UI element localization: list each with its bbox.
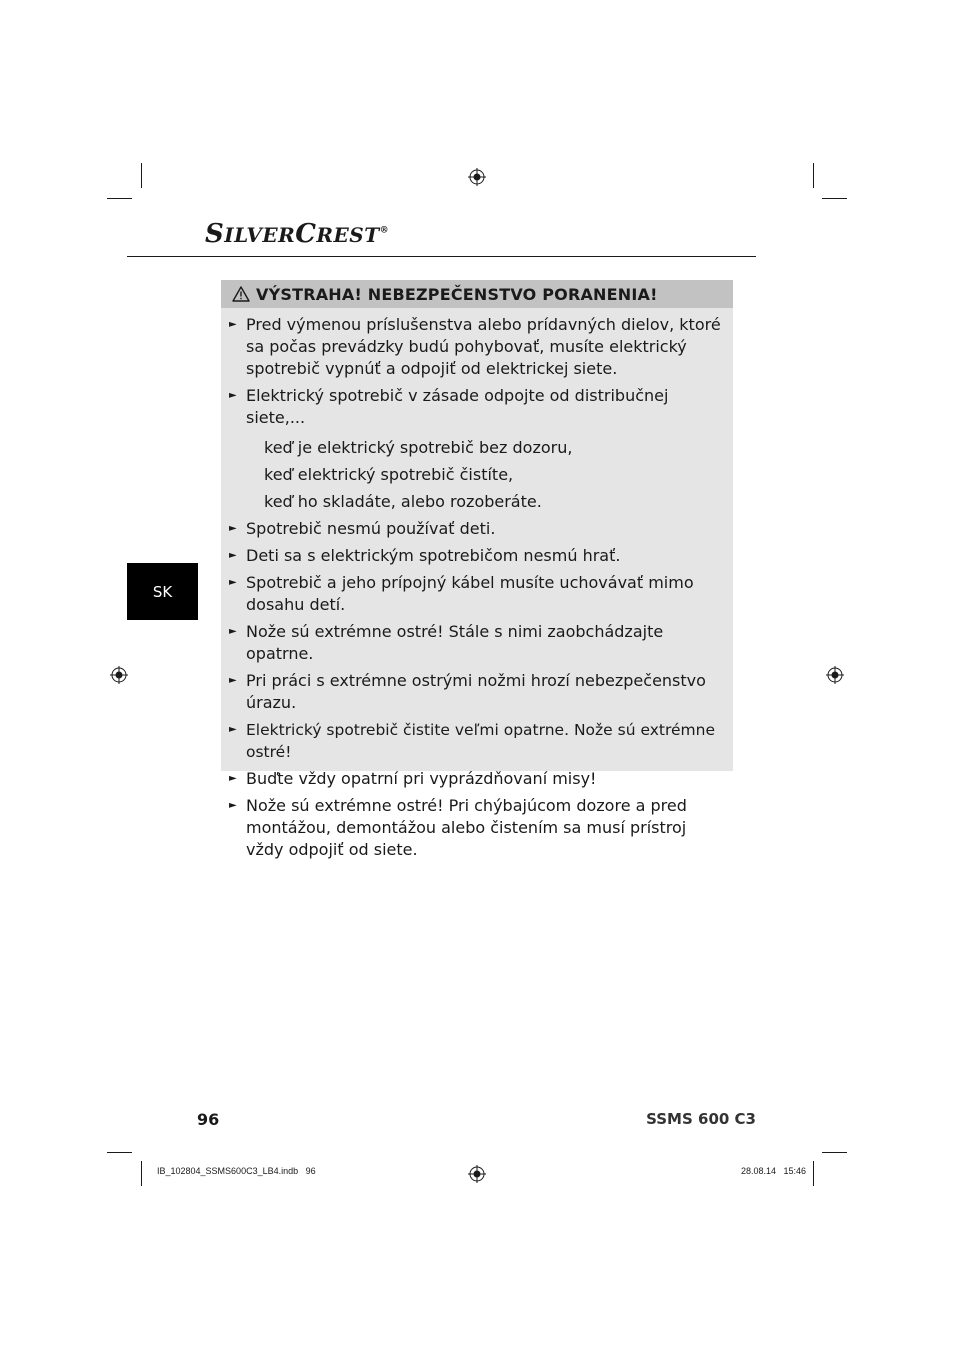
brand-logo: SILVERCREST® [205, 219, 390, 249]
crop-mark [822, 198, 847, 199]
list-item: ► Elektrický spotrebič v zásade odpojte od distribučnej siete,... [229, 386, 669, 427]
bullet-arrow-icon: ► [229, 577, 237, 588]
warning-box [221, 280, 733, 859]
bullet-arrow-icon: ► [229, 724, 237, 735]
bullet-arrow-icon: ► [229, 800, 237, 811]
list-item: ► Buďte vždy opatrní pri vyprázdňovaní misy! [229, 769, 597, 788]
registration-mark-icon [826, 666, 844, 684]
list-item: ► Spotrebič a jeho prípojný kábel musíte uchovávať mimo dosahu detí. [229, 573, 694, 614]
sub-item: keď je elektrický spotrebič bez dozoru, [264, 438, 573, 457]
registration-mark-icon [468, 168, 486, 186]
bullet-arrow-icon: ► [229, 550, 237, 561]
crop-mark [107, 1152, 132, 1153]
sub-item: keď ho skladáte, alebo rozoberáte. [264, 492, 542, 511]
bullet-arrow-icon: ► [229, 319, 237, 330]
crop-mark [107, 198, 132, 199]
model-name: SSMS 600 C3 [646, 1110, 756, 1128]
print-slug-date: 28.08.14 15:46 [740, 1166, 806, 1176]
list-item: ► Spotrebič nesmú používať deti. [229, 519, 496, 538]
crop-mark [141, 1161, 142, 1186]
list-item: ► Nože sú extrémne ostré! Stále s nimi zaobchádzajte opatrne. [229, 622, 664, 663]
crop-mark [813, 1161, 814, 1186]
registration-mark-icon [468, 1165, 486, 1183]
bullet-arrow-icon: ► [229, 773, 237, 784]
bullet-arrow-icon: ► [229, 523, 237, 534]
crop-mark [822, 1152, 847, 1153]
warning-triangle-icon [232, 286, 250, 302]
print-slug-file: IB_102804_SSMS600C3_LB4.indb 96 [157, 1166, 316, 1176]
list-item: ► Deti sa s elektrickým spotrebičom nesmú hrať. [229, 546, 621, 565]
list-item: ► Pred výmenou príslušenstva alebo prídavných dielov, ktoré sa počas prevádzky budú pohybovať, musíte elektrický spotrebič vypnúť a odpojiť od elektrickej siete. [229, 315, 721, 378]
warning-title: VÝSTRAHA! NEBEZPEČENSTVO PORANENIA! [256, 284, 658, 304]
bullet-arrow-icon: ► [229, 390, 237, 401]
warning-list [221, 308, 733, 861]
language-tab [127, 563, 198, 620]
list-item: ► Elektrický spotrebič čistite veľmi opatrne. Nože sú extrémne ostré! [229, 721, 715, 761]
header-rule [127, 256, 756, 257]
crop-mark [141, 163, 142, 188]
crop-mark [813, 163, 814, 188]
language-tab-label: SK [152, 582, 173, 601]
warning-header [221, 280, 733, 308]
bullet-arrow-icon: ► [229, 675, 237, 686]
list-item: ► Pri práci s extrémne ostrými nožmi hrozí nebezpečenstvo úrazu. [229, 671, 706, 712]
bullet-arrow-icon: ► [229, 626, 237, 637]
page-number: 96 [197, 1110, 220, 1129]
list-item: ► Nože sú extrémne ostré! Pri chýbajúcom dozore a pred montážou, demontážou alebo čistením sa musí prístroj vždy odpojiť od siete. [229, 796, 687, 859]
sub-item: keď elektrický spotrebič čistíte, [264, 465, 514, 484]
registration-mark-icon [110, 666, 128, 684]
